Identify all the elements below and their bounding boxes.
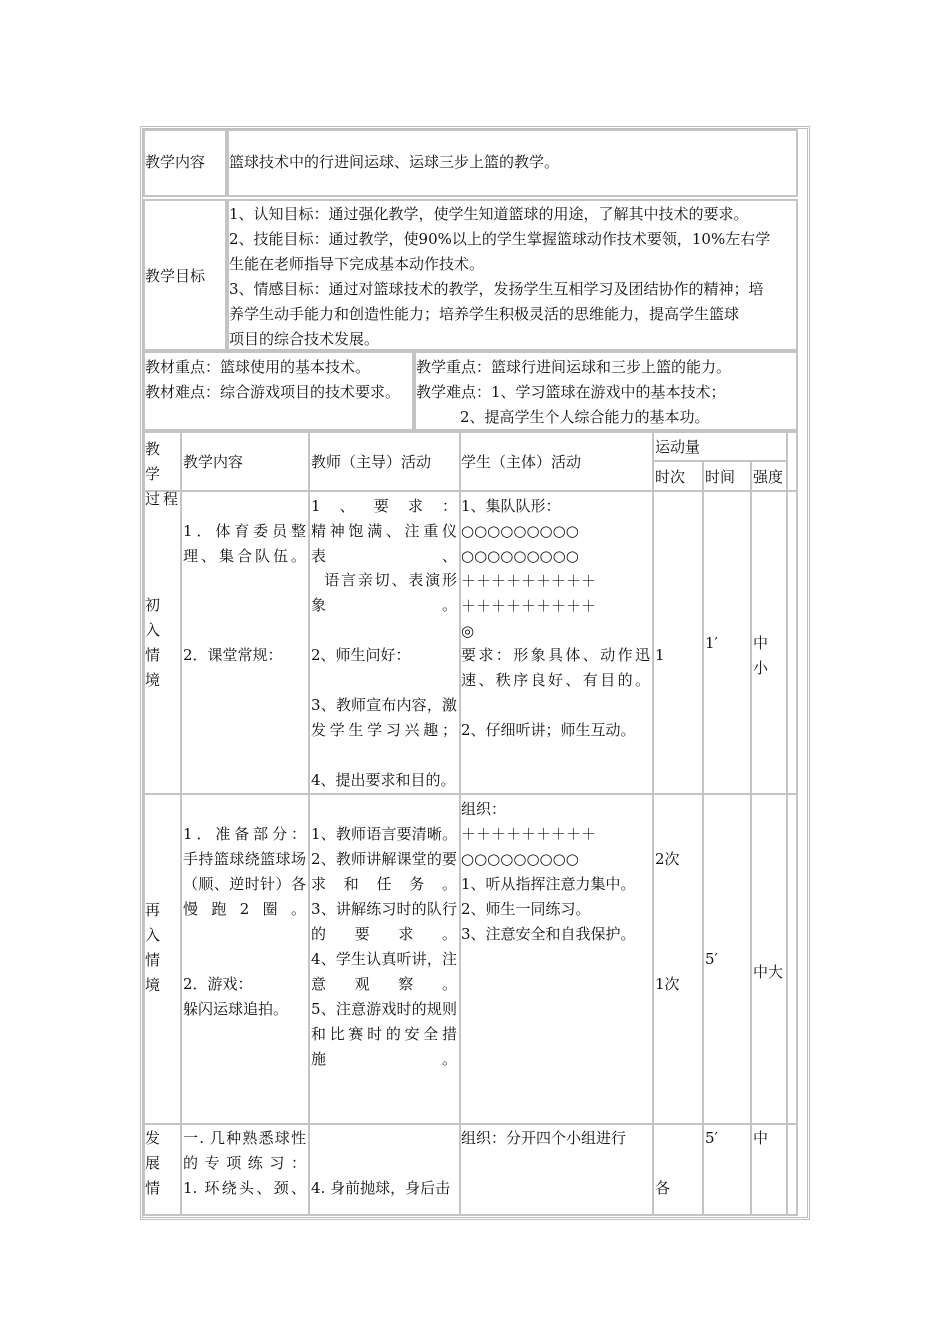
row2-content-2: 2．游戏： 躲闪运球追拍。 — [183, 975, 289, 1018]
header-student: 学生（主体）活动 — [461, 453, 582, 471]
row1-student-1: 1、集队队形： ○○○○○○○○○ ○○○○○○○○○ ＋＋＋＋＋＋＋＋＋ ＋＋＋＋＋＋＋＋＋ ◎ — [461, 497, 597, 640]
row1-teacher-3: 2、师生问好： — [311, 646, 411, 664]
row1-teacher-2: 语言亲切、表演形象。 — [311, 571, 457, 614]
row2-student-1: 组织： ＋＋＋＋＋＋＋＋＋ ○○○○○○○○○ 1、听从指挥注意力集中。 2、师生一同练习。 3、注意安全和自我保护。 — [461, 800, 636, 943]
row1-duration: 1′ — [705, 634, 718, 652]
grid-line — [702, 460, 704, 1216]
row1-content-2: 2．课堂常规： — [183, 646, 283, 664]
header-duration: 时间 — [705, 468, 736, 486]
grid-line — [143, 793, 798, 795]
row1-teacher-5: 4、提出要求和目的。 — [311, 771, 456, 789]
grid-line — [143, 1123, 798, 1125]
row1-student-2: 要求：形象具体、动作迅速、秩序良好、有目的。 — [461, 646, 650, 689]
row2-intensity: 中大 — [753, 963, 784, 981]
grid-line — [750, 460, 752, 1216]
row2-content-1: 1．准备部分： 手持篮球绕篮球场（顺、逆时针）各慢跑2圈。 — [183, 825, 306, 918]
material-difficulty: 教材难点：综合游戏项目的技术要求。 — [145, 383, 401, 401]
teaching-difficulty-2: 2、提高学生个人综合能力的基本功。 — [460, 408, 710, 426]
row3-content-1: 一. 几种熟悉球性的专项练习： 1. 环绕头、颈、 — [183, 1129, 306, 1197]
row3-intensity: 中 — [753, 1129, 769, 1147]
goal-line-4: 3、情感目标：通过对篮球技术的教学，发扬学生互相学习及团结协作的精神；培 — [229, 280, 764, 298]
row1-teacher-4: 3、教师宣布内容，激发学生学习兴趣； — [311, 696, 457, 739]
goal-line-2: 2、技能目标：通过教学，使90%以上的学生掌握篮球动作技术要领，10%左右学 — [229, 230, 771, 248]
row3-student-1: 组织：分开四个小组进行 — [461, 1129, 627, 1147]
header-process: 教 学 过程 — [145, 440, 178, 508]
goal-line-3: 生能在老师指导下完成基本动作技术。 — [229, 255, 485, 273]
row3-duration: 5′ — [705, 1129, 718, 1147]
grid-line — [652, 460, 786, 462]
content-label: 教学内容 — [145, 153, 206, 171]
row1-student-3: 2、仔细听讲；师生互动。 — [461, 721, 636, 739]
row1-stage: 初 入 情 境 — [145, 596, 161, 689]
teaching-key-point: 教学重点：篮球行进间运球和三步上篮的能力。 — [416, 358, 732, 376]
row3-times: 各 — [655, 1179, 671, 1197]
row1-intensity: 中 小 — [753, 634, 769, 677]
header-content: 教学内容 — [183, 453, 244, 471]
row1-content-1: 1．体育委员整理、集合队伍。 — [183, 522, 306, 565]
grid-line — [652, 431, 654, 1216]
header-teacher: 教师（主导）活动 — [311, 453, 432, 471]
material-key-point: 教材重点：篮球使用的基本技术。 — [145, 358, 371, 376]
header-load: 运动量 — [655, 438, 701, 456]
content-text: 篮球技术中的行进间运球、运球三步上篮的教学。 — [229, 153, 560, 171]
row2-duration: 5′ — [705, 950, 718, 968]
row3-teacher-1: 4. 身前抛球，身后击 — [311, 1179, 451, 1197]
row2-stage: 再 入 情 境 — [145, 901, 161, 994]
goal-line-6: 项目的综合技术发展。 — [229, 330, 380, 348]
grid-line — [308, 431, 310, 1216]
teaching-difficulty: 教学难点：1、学习篮球在游戏中的基本技术； — [416, 383, 726, 401]
goal-line-1: 1、认知目标：通过强化教学，使学生知道篮球的用途，了解其中技术的要求。 — [229, 205, 749, 223]
grid-line — [143, 490, 798, 492]
row1-teacher-1: 1、要求： 精神饱满、注重仪表、 — [311, 497, 457, 565]
row2-teacher-1: 1、教师语言要清晰。 2、教师讲解课堂的要求和任务。 3、讲解练习时的队行的要求。 4、学生认真听讲，注意观察。 5、注意游戏时的规则和比赛时的安全措施。 — [311, 825, 457, 1068]
grid-line — [180, 431, 182, 1216]
goals-label: 教学目标 — [145, 267, 206, 285]
goal-line-5: 养学生动手能力和创造性能力；培养学生积极灵活的思维能力，提高学生篮球 — [229, 305, 740, 323]
row2-times-1: 2次 — [655, 850, 680, 868]
header-intensity: 强度 — [753, 468, 784, 486]
header-times: 时次 — [655, 468, 686, 486]
row2-times-2: 1次 — [655, 975, 680, 993]
row1-times: 1 — [655, 646, 665, 664]
grid-line — [786, 431, 788, 1216]
row3-stage: 发 展 情 — [145, 1129, 161, 1197]
